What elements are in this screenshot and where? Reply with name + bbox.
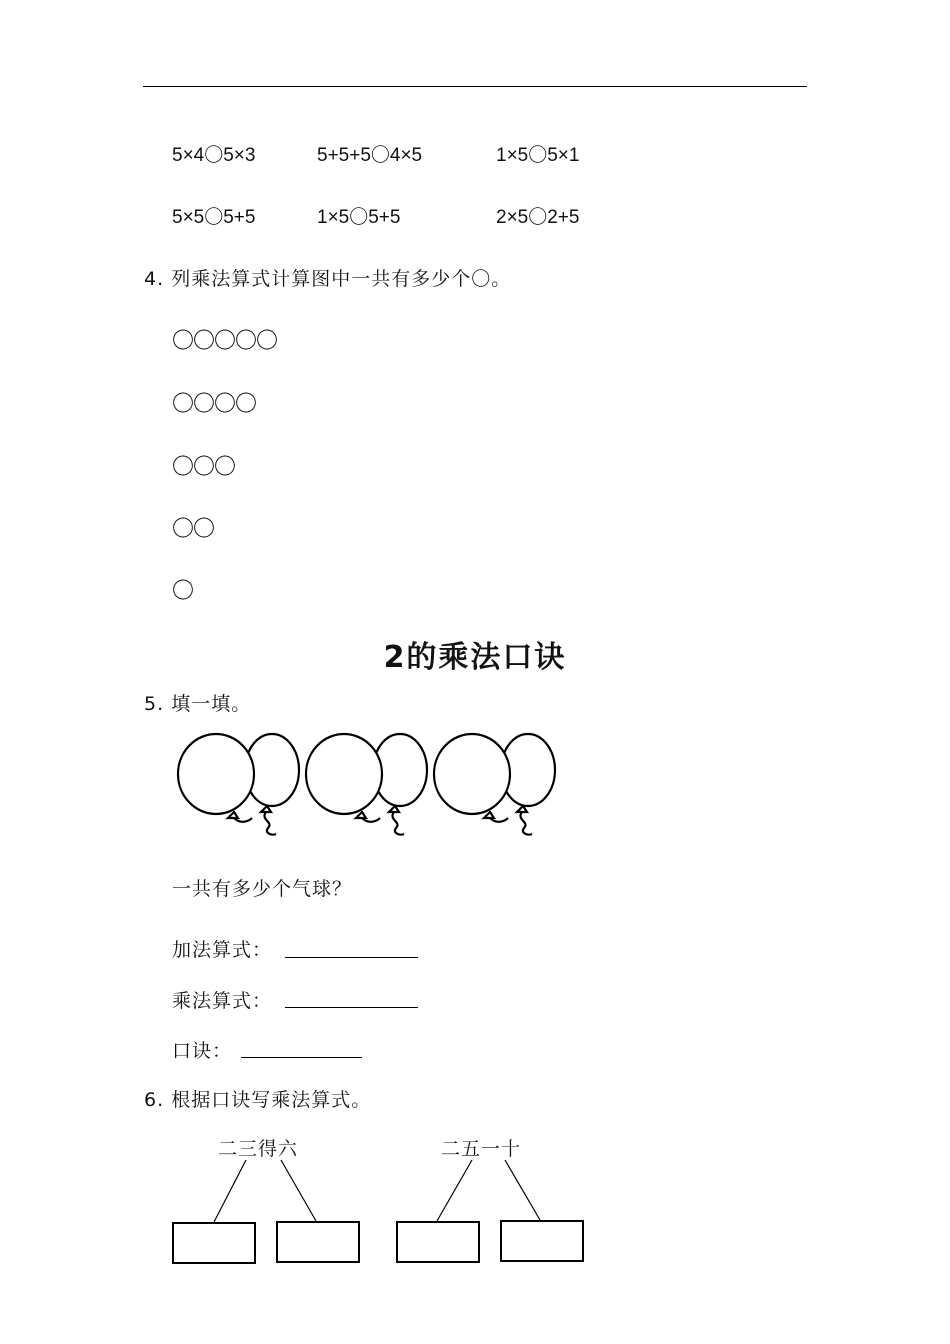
compare-item: 1×5〇5×1: [496, 145, 580, 166]
compare-item: 1×5〇5+5: [317, 207, 401, 228]
question-number: 5.: [144, 693, 165, 715]
compare-item: 2×5〇2+5: [496, 207, 580, 228]
rhyme-1: 二三得六: [218, 1138, 299, 1160]
answer-box[interactable]: [172, 1222, 256, 1264]
section-title: 2的乘法口诀: [383, 640, 567, 675]
balloon-question: 一共有多少个气球？: [172, 878, 353, 900]
answer-box[interactable]: [396, 1221, 480, 1263]
rhyme-2: 二五一十: [441, 1138, 522, 1160]
circle-row: 〇: [172, 579, 194, 604]
circle-row: 〇〇: [172, 517, 215, 542]
answer-box[interactable]: [500, 1220, 584, 1262]
question-text: 列乘法算式计算图中一共有多少个〇。: [171, 268, 512, 290]
circle-row: 〇〇〇〇: [172, 392, 257, 417]
compare-item: 5×4〇5×3: [172, 145, 256, 166]
rhyme-label: 口诀：: [172, 1040, 233, 1062]
question-number: 6.: [144, 1089, 165, 1111]
compare-item: 5×5〇5+5: [172, 207, 256, 228]
answer-box[interactable]: [276, 1221, 360, 1263]
multiplication-label: 乘法算式：: [172, 990, 273, 1012]
compare-item: 5+5+5〇4×5: [317, 145, 423, 166]
question-text: 根据口诀写乘法算式。: [171, 1089, 372, 1111]
question-text: 填一填。: [171, 693, 252, 715]
question-number: 4.: [144, 268, 165, 290]
addition-label: 加法算式：: [172, 939, 273, 961]
circle-row: 〇〇〇〇〇: [172, 329, 278, 354]
circle-row: 〇〇〇: [172, 455, 236, 480]
